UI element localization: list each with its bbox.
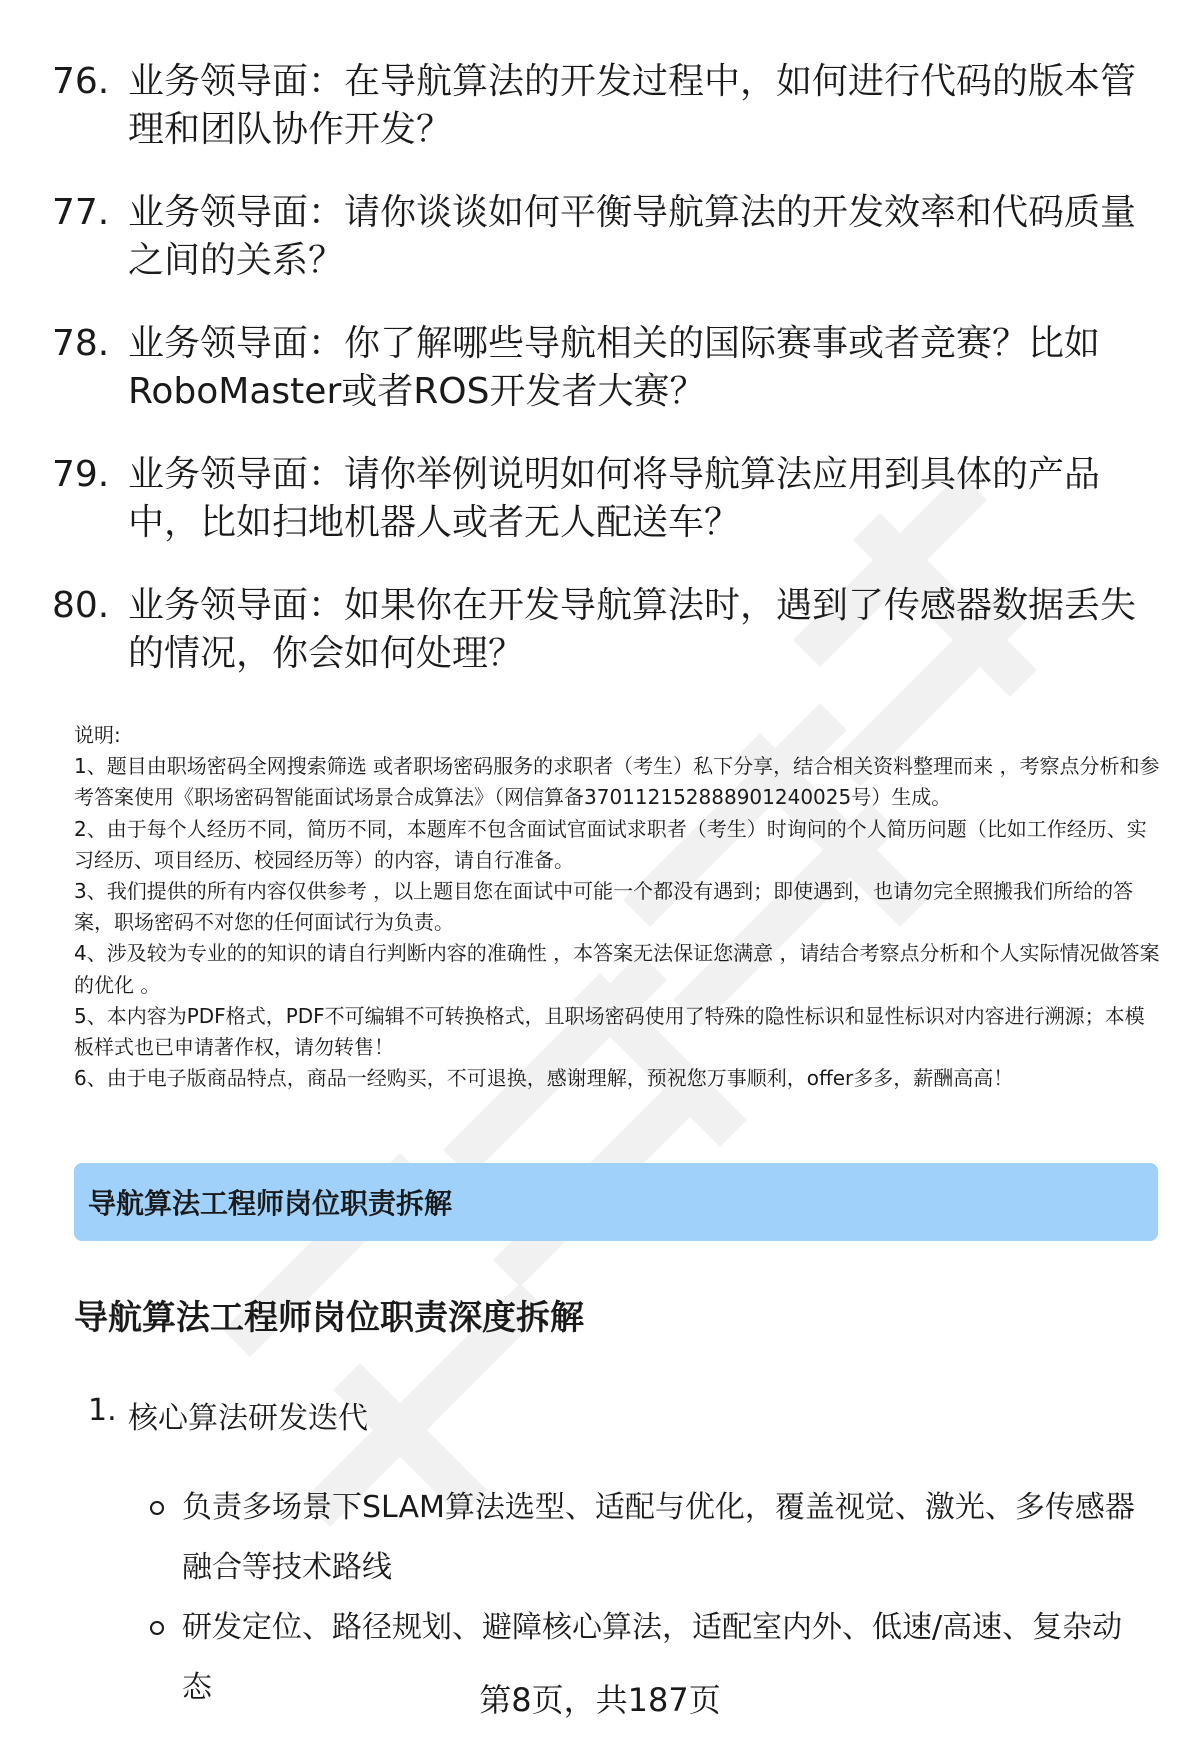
subsection-title: 核心算法研发迭代 xyxy=(128,1401,368,1436)
question-item xyxy=(52,189,1152,285)
question-text: 业务领导面：请你举例说明如何将导航算法应用到具体的产品中，比如扫地机器人或者无人配送车？ xyxy=(128,454,1101,543)
banner-title: 导航算法工程师岗位职责拆解 xyxy=(88,1187,453,1220)
note-item: 6、由于电子版商品特点，商品一经购买，不可退换，感谢理解，预祝您万事顺利，offer多多，薪酬高高！ xyxy=(74,1066,1014,1091)
question-number: 79. xyxy=(52,454,110,495)
question-text: 业务领导面：请你谈谈如何平衡导航算法的开发效率和代码质量之间的关系？ xyxy=(128,192,1137,281)
question-number: 78. xyxy=(52,323,110,364)
note-item: 4、涉及较为专业的的知识的请自行判断内容的准确性 ，本答案无法保证您满意 ，请结合考察点分析和个人实际情况做答案的优化 。 xyxy=(74,941,1160,997)
section-banner xyxy=(74,1163,1158,1241)
question-text: 业务领导面：你了解哪些导航相关的国际赛事或者竞赛？比如RoboMaster或者ROS开发者大赛？ xyxy=(128,323,1101,412)
note-item: 2、由于每个人经历不同，简历不同，本题库不包含面试官面试求职者（考生）时询问的个人简历问题（比如工作经历、实习经历、项目经历、校园经历等）的内容，请自行准备。 xyxy=(74,816,1147,872)
question-text: 业务领导面：如果你在开发导航算法时，遇到了传感器数据丢失的情况，你会如何处理？ xyxy=(128,585,1137,674)
note-item: 5、本内容为PDF格式，PDF不可编辑不可转换格式，且职场密码使用了特殊的隐性标识和显性标识对内容进行溯源；本模板样式也已申请著作权，请勿转售！ xyxy=(74,1003,1145,1060)
bullet-text: 研发定位、路径规划、避障核心算法，适配室内外、低速/高速、复杂动态 xyxy=(182,1610,1123,1705)
section-title: 导航算法工程师岗位职责深度拆解 xyxy=(74,1298,584,1338)
subsection-heading xyxy=(88,1393,368,1437)
notes-block xyxy=(74,720,1164,1094)
note-item: 3、我们提供的所有内容仅供参考 ，以上题目您在面试中可能一个都没有遇到；即使遇到，也请勿完全照搬我们所给的答案，职场密码不对您的任何面试行为负责。 xyxy=(74,879,1134,935)
question-number: 77. xyxy=(52,192,110,233)
question-number: 80. xyxy=(52,585,110,626)
question-item xyxy=(52,58,1152,154)
question-number: 76. xyxy=(52,61,110,102)
question-item xyxy=(52,320,1152,416)
question-item xyxy=(52,451,1152,547)
bullet-text: 负责多场景下SLAM算法选型、适配与优化，覆盖视觉、激光、多传感器融合等技术路线 xyxy=(182,1490,1135,1585)
notes-heading: 说明: xyxy=(74,723,121,747)
question-item xyxy=(52,582,1152,678)
hollow-circle-bullet-icon xyxy=(150,1478,182,1598)
question-text: 业务领导面：在导航算法的开发过程中，如何进行代码的版本管理和团队协作开发？ xyxy=(128,61,1137,150)
note-item: 1、题目由职场密码全网搜索筛选 或者职场密码服务的求职者（考生）私下分享，结合相关资料整理而来 ，考察点分析和参考答案使用《职场密码智能面试场景合成算法》（网信算备370112152888901240025号）生成。 xyxy=(74,754,1160,810)
list-item xyxy=(150,1478,1150,1598)
subsection-number: 1. xyxy=(88,1393,117,1428)
page-footer: 第8页，共187页 xyxy=(479,1681,721,1719)
question-list xyxy=(52,58,1152,713)
